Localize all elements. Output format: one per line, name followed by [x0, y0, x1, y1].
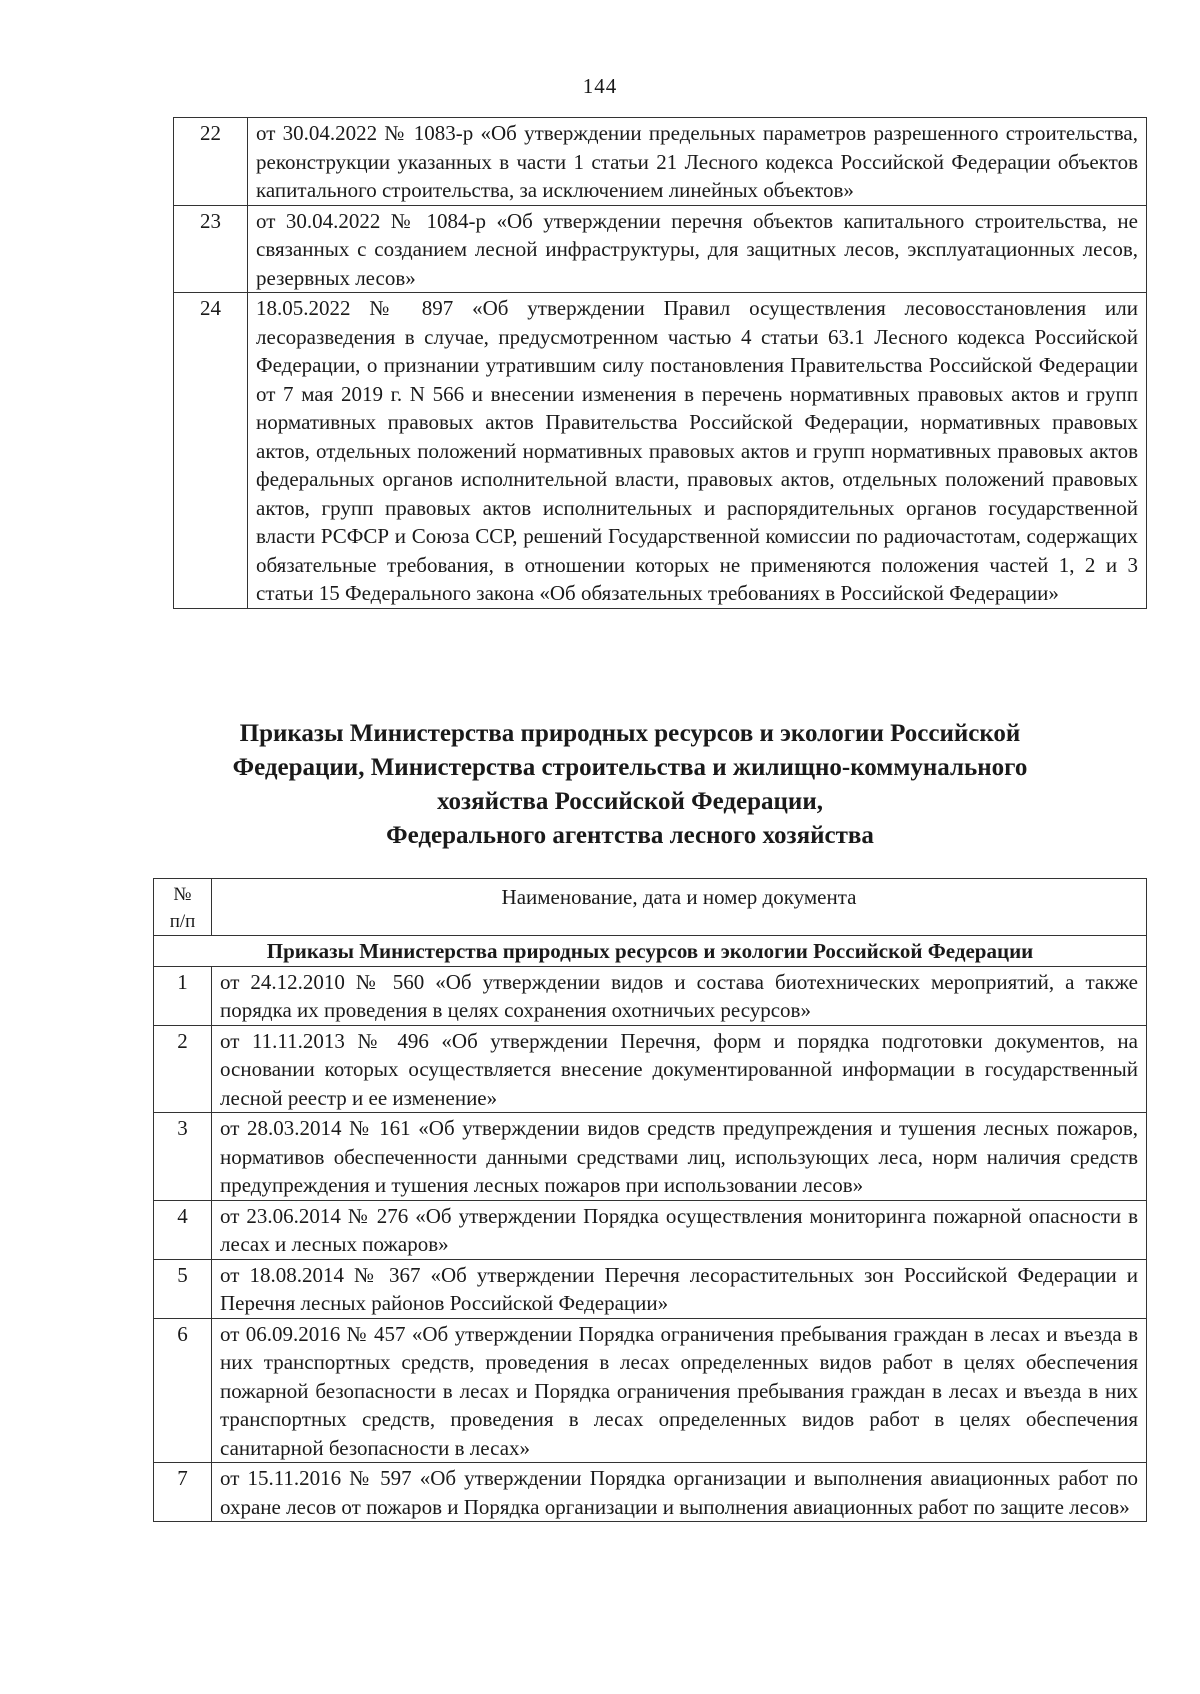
table-row: [174, 205, 1147, 293]
section-heading: [140, 717, 1120, 853]
row-number: 6: [154, 1318, 212, 1463]
table-row: [154, 1113, 1147, 1201]
table-header-row: [154, 879, 1147, 936]
section-heading-line: Федерального агентства лесного хозяйства: [386, 822, 874, 849]
page-number: 144: [582, 74, 618, 98]
group-row: [154, 936, 1147, 967]
document-title: от 30.04.2022 № 1083-р «Об утверждении предельных параметров разрешенного строительства, реконструкции указанных в части 1 статьи 21 Лесного кодекса Российской Федерации объектов капитального строительства, за исключением линейных объектов»: [248, 118, 1147, 206]
document-title: от 11.11.2013 № 496 «Об утверждении Перечня, форм и порядка подготовки документов, на основании которых осуществляется внесение документированной информации в государственный лесной реестр и ее изменение»: [212, 1025, 1147, 1113]
column-header-name: Наименование, дата и номер документа: [212, 879, 1147, 936]
orders-table: [153, 878, 1147, 1522]
table-row: [154, 1025, 1147, 1113]
table-row: [154, 1200, 1147, 1259]
row-number: 23: [174, 205, 248, 293]
document-title: 18.05.2022 № 897 «Об утверждении Правил осуществления лесовосстановления или лесоразведения в случае, предусмотренном частью 4 статьи 63.1 Лесного кодекса Российской Федерации, о признании утратившим силу постановления Правительства Российской Федерации от 7 мая 2019 г. N 566 и внесении изменения в перечень нормативных правовых актов и групп нормативных правовых актов Правительства Российской Федерации, нормативных правовых актов, отдельных положений нормативных правовых актов и групп нормативных правовых актов федеральных органов исполнительной власти, правовых актов, отдельных положений правовых актов, групп правовых актов исполнительных и распорядительных органов государственной власти РСФСР и Союза ССР, решений Государственной комиссии по радиочастотам, содержащих обязательные требования, в отношении которых не применяются положения частей 1, 2 и 3 статьи 15 Федерального закона «Об обязательных требованиях в Российской Федерации»: [248, 293, 1147, 609]
row-number: 7: [154, 1463, 212, 1522]
document-title: от 28.03.2014 № 161 «Об утверждении видов средств предупреждения и тушения лесных пожаров, нормативов обеспеченности данными средствами лиц, использующих леса, норм наличия средств предупреждения и тушения лесных пожаров при использовании лесов»: [212, 1113, 1147, 1201]
section-heading-line: Приказы Министерства природных ресурсов и экологии Российской: [239, 720, 1021, 747]
table-row: [154, 1318, 1147, 1463]
group-title: Приказы Министерства природных ресурсов и экологии Российской Федерации: [154, 936, 1147, 967]
table-row: [174, 293, 1147, 609]
document-title: от 23.06.2014 № 276 «Об утверждении Порядка осуществления мониторинга пожарной опасности в лесах и лесных пожаров»: [212, 1200, 1147, 1259]
row-number: 5: [154, 1259, 212, 1318]
section-heading-line: хозяйства Российской Федерации,: [437, 788, 823, 815]
row-number: 2: [154, 1025, 212, 1113]
document-title: от 06.09.2016 № 457 «Об утверждении Порядка ограничения пребывания граждан в лесах и въезда в них транспортных средств, проведения в лесах определенных видов работ в целях обеспечения пожарной безопасности в лесах и Порядка ограничения пребывания граждан в лесах и въезда в них транспортных средств, проведения в лесах определенных видов работ в целях обеспечения санитарной безопасности в лесах»: [212, 1318, 1147, 1463]
document-title: от 30.04.2022 № 1084-р «Об утверждении перечня объектов капитального строительства, не связанных с созданием лесной инфраструктуры, для защитных лесов, эксплуатационных лесов, резервных лесов»: [248, 205, 1147, 293]
table-row: [154, 966, 1147, 1025]
column-header-number-line: п/п: [169, 911, 196, 932]
acts-table-continued: [173, 117, 1147, 609]
document-title: от 24.12.2010 № 560 «Об утверждении видов и состава биотехнических мероприятий, а также порядка их проведения в целях сохранения охотничьих ресурсов»: [212, 966, 1147, 1025]
row-number: 1: [154, 966, 212, 1025]
row-number: 4: [154, 1200, 212, 1259]
table-row: [174, 118, 1147, 206]
section-heading-line: Федерации, Министерства строительства и жилищно-коммунального: [232, 754, 1028, 781]
document-title: от 18.08.2014 № 367 «Об утверждении Перечня лесорастительных зон Российской Федерации и Перечня лесных районов Российской Федерации»: [212, 1259, 1147, 1318]
column-header-number-line: №: [173, 884, 192, 905]
table-row: [154, 1463, 1147, 1522]
row-number: 24: [174, 293, 248, 609]
row-number: 22: [174, 118, 248, 206]
table-row: [154, 1259, 1147, 1318]
document-title: от 15.11.2016 № 597 «Об утверждении Порядка организации и выполнения авиационных работ по охране лесов от пожаров и Порядка организации и выполнения авиационных работ по защите лесов»: [212, 1463, 1147, 1522]
row-number: 3: [154, 1113, 212, 1201]
column-header-number: [154, 879, 212, 936]
